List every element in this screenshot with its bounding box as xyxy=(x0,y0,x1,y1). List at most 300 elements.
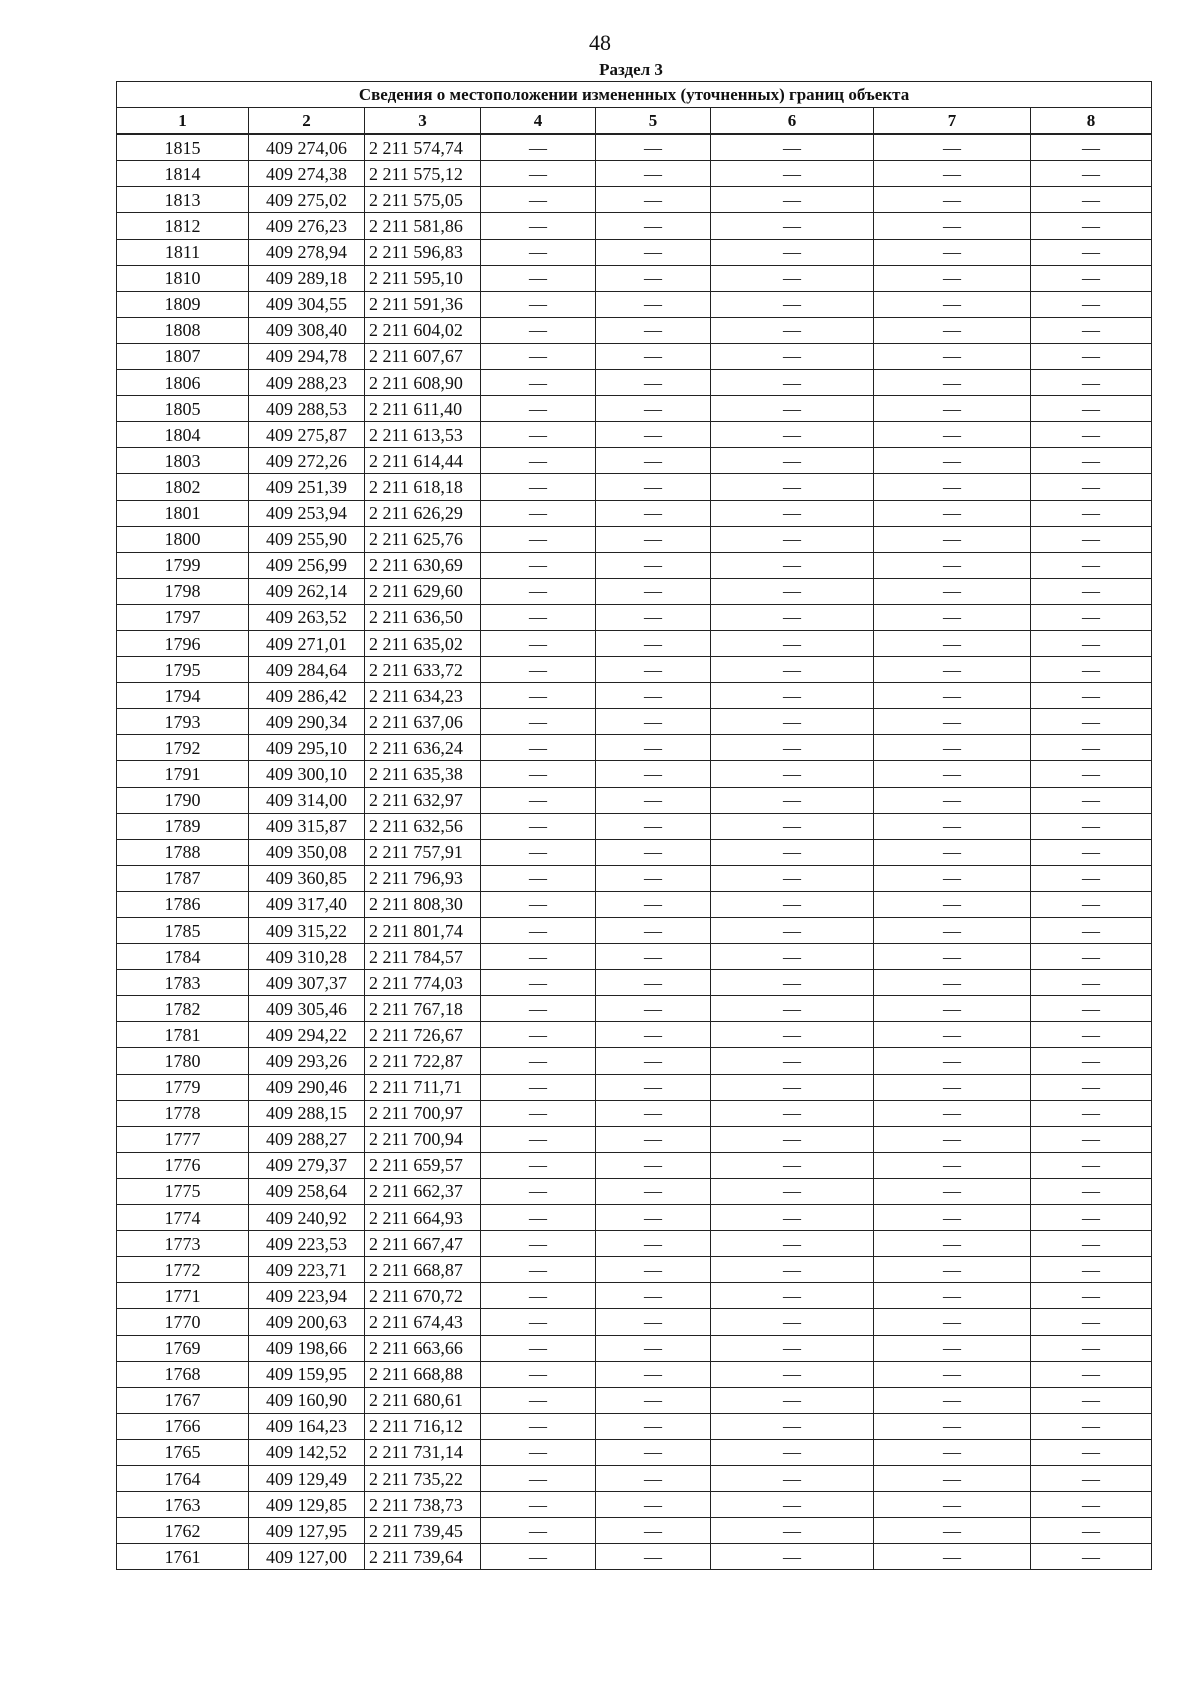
point-number: 1768 xyxy=(117,1361,249,1387)
empty-value-dash: — xyxy=(596,604,711,630)
empty-value-dash: — xyxy=(481,813,596,839)
empty-value-dash: — xyxy=(711,683,874,709)
empty-value-dash: — xyxy=(711,317,874,343)
empty-value-dash: — xyxy=(596,1152,711,1178)
empty-value-dash: — xyxy=(481,578,596,604)
empty-value-dash: — xyxy=(874,1283,1031,1309)
empty-value-dash: — xyxy=(1031,996,1152,1022)
empty-value-dash: — xyxy=(874,1309,1031,1335)
point-number: 1777 xyxy=(117,1126,249,1152)
empty-value-dash: — xyxy=(874,1048,1031,1074)
coordinate-x: 409 295,10 xyxy=(249,735,365,761)
empty-value-dash: — xyxy=(711,552,874,578)
table-row xyxy=(117,891,1152,917)
coordinate-x: 409 315,87 xyxy=(249,813,365,839)
empty-value-dash: — xyxy=(596,1257,711,1283)
empty-value-dash: — xyxy=(874,239,1031,265)
empty-value-dash: — xyxy=(874,187,1031,213)
empty-value-dash: — xyxy=(481,422,596,448)
empty-value-dash: — xyxy=(874,996,1031,1022)
coordinate-y: 2 211 680,61 xyxy=(365,1387,481,1413)
empty-value-dash: — xyxy=(711,1152,874,1178)
empty-value-dash: — xyxy=(874,1387,1031,1413)
empty-value-dash: — xyxy=(711,343,874,369)
empty-value-dash: — xyxy=(1031,1048,1152,1074)
empty-value-dash: — xyxy=(874,735,1031,761)
empty-value-dash: — xyxy=(596,1205,711,1231)
table-row xyxy=(117,1283,1152,1309)
empty-value-dash: — xyxy=(481,370,596,396)
point-number: 1790 xyxy=(117,787,249,813)
empty-value-dash: — xyxy=(1031,657,1152,683)
column-number: 1 xyxy=(117,108,249,135)
empty-value-dash: — xyxy=(481,918,596,944)
table-row xyxy=(117,448,1152,474)
table-row xyxy=(117,1178,1152,1204)
coordinate-y: 2 211 613,53 xyxy=(365,422,481,448)
column-number: 6 xyxy=(711,108,874,135)
empty-value-dash: — xyxy=(1031,1387,1152,1413)
empty-value-dash: — xyxy=(596,891,711,917)
page-number: 48 xyxy=(589,30,611,55)
empty-value-dash: — xyxy=(1031,1152,1152,1178)
point-number: 1772 xyxy=(117,1257,249,1283)
coordinate-y: 2 211 607,67 xyxy=(365,343,481,369)
empty-value-dash: — xyxy=(596,657,711,683)
point-number: 1787 xyxy=(117,865,249,891)
table-row xyxy=(117,839,1152,865)
column-number-row xyxy=(117,108,1152,135)
coordinate-y: 2 211 700,97 xyxy=(365,1100,481,1126)
empty-value-dash: — xyxy=(1031,1205,1152,1231)
empty-value-dash: — xyxy=(874,1518,1031,1544)
empty-value-dash: — xyxy=(481,1465,596,1491)
empty-value-dash: — xyxy=(596,1518,711,1544)
coordinate-x: 409 200,63 xyxy=(249,1309,365,1335)
coordinate-x: 409 288,27 xyxy=(249,1126,365,1152)
coordinate-y: 2 211 596,83 xyxy=(365,239,481,265)
empty-value-dash: — xyxy=(874,839,1031,865)
empty-value-dash: — xyxy=(874,1465,1031,1491)
empty-value-dash: — xyxy=(874,1361,1031,1387)
empty-value-dash: — xyxy=(874,474,1031,500)
empty-value-dash: — xyxy=(596,317,711,343)
coordinate-y: 2 211 634,23 xyxy=(365,683,481,709)
empty-value-dash: — xyxy=(481,839,596,865)
empty-value-dash: — xyxy=(1031,526,1152,552)
empty-value-dash: — xyxy=(711,370,874,396)
empty-value-dash: — xyxy=(1031,134,1152,161)
empty-value-dash: — xyxy=(481,604,596,630)
coordinate-y: 2 211 739,64 xyxy=(365,1544,481,1570)
empty-value-dash: — xyxy=(481,1387,596,1413)
point-number: 1810 xyxy=(117,265,249,291)
column-number: 2 xyxy=(249,108,365,135)
table-row xyxy=(117,422,1152,448)
empty-value-dash: — xyxy=(481,1231,596,1257)
empty-value-dash: — xyxy=(1031,291,1152,317)
empty-value-dash: — xyxy=(596,1544,711,1570)
empty-value-dash: — xyxy=(481,239,596,265)
empty-value-dash: — xyxy=(1031,265,1152,291)
point-number: 1792 xyxy=(117,735,249,761)
empty-value-dash: — xyxy=(596,1413,711,1439)
empty-value-dash: — xyxy=(874,1152,1031,1178)
coordinate-x: 409 223,53 xyxy=(249,1231,365,1257)
empty-value-dash: — xyxy=(596,1492,711,1518)
empty-value-dash: — xyxy=(596,996,711,1022)
empty-value-dash: — xyxy=(711,657,874,683)
coordinate-y: 2 211 659,57 xyxy=(365,1152,481,1178)
empty-value-dash: — xyxy=(711,500,874,526)
empty-value-dash: — xyxy=(596,1178,711,1204)
empty-value-dash: — xyxy=(1031,1257,1152,1283)
empty-value-dash: — xyxy=(481,970,596,996)
table-row xyxy=(117,317,1152,343)
empty-value-dash: — xyxy=(711,813,874,839)
coordinate-x: 409 278,94 xyxy=(249,239,365,265)
empty-value-dash: — xyxy=(874,500,1031,526)
coordinate-y: 2 211 674,43 xyxy=(365,1309,481,1335)
empty-value-dash: — xyxy=(874,944,1031,970)
empty-value-dash: — xyxy=(481,396,596,422)
point-number: 1785 xyxy=(117,918,249,944)
point-number: 1803 xyxy=(117,448,249,474)
empty-value-dash: — xyxy=(874,683,1031,709)
empty-value-dash: — xyxy=(711,735,874,761)
table-row xyxy=(117,787,1152,813)
coordinate-y: 2 211 574,74 xyxy=(365,134,481,161)
empty-value-dash: — xyxy=(874,865,1031,891)
empty-value-dash: — xyxy=(711,1492,874,1518)
coordinate-x: 409 272,26 xyxy=(249,448,365,474)
section-title: Раздел 3 xyxy=(599,60,663,79)
empty-value-dash: — xyxy=(1031,474,1152,500)
table-row xyxy=(117,474,1152,500)
point-number: 1784 xyxy=(117,944,249,970)
table-caption: Сведения о местоположении измененных (уточненных) границ объекта xyxy=(117,82,1152,108)
empty-value-dash: — xyxy=(481,161,596,187)
coordinate-x: 409 274,38 xyxy=(249,161,365,187)
empty-value-dash: — xyxy=(1031,787,1152,813)
coordinate-y: 2 211 668,88 xyxy=(365,1361,481,1387)
empty-value-dash: — xyxy=(874,709,1031,735)
table-row xyxy=(117,865,1152,891)
empty-value-dash: — xyxy=(1031,500,1152,526)
empty-value-dash: — xyxy=(1031,1465,1152,1491)
empty-value-dash: — xyxy=(711,1022,874,1048)
coordinate-y: 2 211 731,14 xyxy=(365,1439,481,1465)
coordinate-y: 2 211 611,40 xyxy=(365,396,481,422)
boundary-coordinates-table xyxy=(116,81,1152,1570)
empty-value-dash: — xyxy=(711,265,874,291)
point-number: 1762 xyxy=(117,1518,249,1544)
empty-value-dash: — xyxy=(1031,1074,1152,1100)
coordinate-y: 2 211 757,91 xyxy=(365,839,481,865)
empty-value-dash: — xyxy=(711,1439,874,1465)
coordinate-x: 409 251,39 xyxy=(249,474,365,500)
column-number: 3 xyxy=(365,108,481,135)
coordinate-y: 2 211 664,93 xyxy=(365,1205,481,1231)
empty-value-dash: — xyxy=(596,761,711,787)
table-row xyxy=(117,500,1152,526)
coordinate-x: 409 258,64 xyxy=(249,1178,365,1204)
table-row xyxy=(117,1126,1152,1152)
empty-value-dash: — xyxy=(874,1544,1031,1570)
coordinate-x: 409 240,92 xyxy=(249,1205,365,1231)
table-row xyxy=(117,578,1152,604)
point-number: 1791 xyxy=(117,761,249,787)
empty-value-dash: — xyxy=(481,1413,596,1439)
empty-value-dash: — xyxy=(1031,213,1152,239)
coordinate-x: 409 256,99 xyxy=(249,552,365,578)
table-row xyxy=(117,1231,1152,1257)
coordinate-x: 409 290,34 xyxy=(249,709,365,735)
empty-value-dash: — xyxy=(481,1152,596,1178)
empty-value-dash: — xyxy=(711,761,874,787)
empty-value-dash: — xyxy=(711,1361,874,1387)
empty-value-dash: — xyxy=(481,1022,596,1048)
table-row xyxy=(117,1074,1152,1100)
point-number: 1813 xyxy=(117,187,249,213)
point-number: 1797 xyxy=(117,604,249,630)
empty-value-dash: — xyxy=(874,1335,1031,1361)
empty-value-dash: — xyxy=(481,1100,596,1126)
empty-value-dash: — xyxy=(711,474,874,500)
empty-value-dash: — xyxy=(874,1100,1031,1126)
point-number: 1765 xyxy=(117,1439,249,1465)
table-row xyxy=(117,630,1152,656)
table-row xyxy=(117,1022,1152,1048)
empty-value-dash: — xyxy=(596,1074,711,1100)
column-number: 8 xyxy=(1031,108,1152,135)
empty-value-dash: — xyxy=(481,761,596,787)
table-row xyxy=(117,1439,1152,1465)
point-number: 1781 xyxy=(117,1022,249,1048)
empty-value-dash: — xyxy=(711,422,874,448)
coordinate-x: 409 271,01 xyxy=(249,630,365,656)
empty-value-dash: — xyxy=(481,291,596,317)
empty-value-dash: — xyxy=(596,213,711,239)
coordinate-y: 2 211 635,38 xyxy=(365,761,481,787)
coordinate-y: 2 211 626,29 xyxy=(365,500,481,526)
empty-value-dash: — xyxy=(1031,1126,1152,1152)
empty-value-dash: — xyxy=(1031,552,1152,578)
coordinate-x: 409 262,14 xyxy=(249,578,365,604)
empty-value-dash: — xyxy=(596,865,711,891)
point-number: 1811 xyxy=(117,239,249,265)
empty-value-dash: — xyxy=(711,839,874,865)
empty-value-dash: — xyxy=(596,161,711,187)
table-row xyxy=(117,161,1152,187)
empty-value-dash: — xyxy=(1031,1361,1152,1387)
empty-value-dash: — xyxy=(874,448,1031,474)
coordinate-x: 409 294,78 xyxy=(249,343,365,369)
table-row xyxy=(117,1205,1152,1231)
empty-value-dash: — xyxy=(1031,630,1152,656)
empty-value-dash: — xyxy=(1031,239,1152,265)
empty-value-dash: — xyxy=(481,134,596,161)
table-row xyxy=(117,709,1152,735)
table-row xyxy=(117,1492,1152,1518)
coordinate-x: 409 274,06 xyxy=(249,134,365,161)
empty-value-dash: — xyxy=(711,134,874,161)
empty-value-dash: — xyxy=(596,709,711,735)
table-row xyxy=(117,813,1152,839)
empty-value-dash: — xyxy=(1031,865,1152,891)
empty-value-dash: — xyxy=(596,291,711,317)
coordinate-x: 409 255,90 xyxy=(249,526,365,552)
empty-value-dash: — xyxy=(1031,317,1152,343)
table-row xyxy=(117,1309,1152,1335)
empty-value-dash: — xyxy=(711,448,874,474)
empty-value-dash: — xyxy=(711,1126,874,1152)
empty-value-dash: — xyxy=(596,396,711,422)
coordinate-x: 409 276,23 xyxy=(249,213,365,239)
empty-value-dash: — xyxy=(481,526,596,552)
table-row xyxy=(117,1465,1152,1491)
table-row xyxy=(117,761,1152,787)
empty-value-dash: — xyxy=(481,944,596,970)
point-number: 1773 xyxy=(117,1231,249,1257)
coordinate-x: 409 160,90 xyxy=(249,1387,365,1413)
empty-value-dash: — xyxy=(481,996,596,1022)
empty-value-dash: — xyxy=(874,787,1031,813)
empty-value-dash: — xyxy=(481,1257,596,1283)
empty-value-dash: — xyxy=(711,291,874,317)
empty-value-dash: — xyxy=(711,918,874,944)
empty-value-dash: — xyxy=(596,1231,711,1257)
empty-value-dash: — xyxy=(1031,761,1152,787)
point-number: 1800 xyxy=(117,526,249,552)
point-number: 1808 xyxy=(117,317,249,343)
empty-value-dash: — xyxy=(874,604,1031,630)
table-row xyxy=(117,526,1152,552)
point-number: 1763 xyxy=(117,1492,249,1518)
point-number: 1814 xyxy=(117,161,249,187)
empty-value-dash: — xyxy=(711,1465,874,1491)
empty-value-dash: — xyxy=(596,970,711,996)
empty-value-dash: — xyxy=(711,709,874,735)
coordinate-y: 2 211 808,30 xyxy=(365,891,481,917)
table-row xyxy=(117,343,1152,369)
empty-value-dash: — xyxy=(481,1283,596,1309)
table-row xyxy=(117,187,1152,213)
point-number: 1779 xyxy=(117,1074,249,1100)
empty-value-dash: — xyxy=(874,1126,1031,1152)
empty-value-dash: — xyxy=(596,1309,711,1335)
point-number: 1802 xyxy=(117,474,249,500)
empty-value-dash: — xyxy=(481,865,596,891)
coordinate-x: 409 164,23 xyxy=(249,1413,365,1439)
empty-value-dash: — xyxy=(596,1048,711,1074)
point-number: 1799 xyxy=(117,552,249,578)
empty-value-dash: — xyxy=(711,1283,874,1309)
coordinate-y: 2 211 591,36 xyxy=(365,291,481,317)
table-row xyxy=(117,396,1152,422)
empty-value-dash: — xyxy=(481,1178,596,1204)
coordinate-x: 409 142,52 xyxy=(249,1439,365,1465)
point-number: 1774 xyxy=(117,1205,249,1231)
coordinate-x: 409 290,46 xyxy=(249,1074,365,1100)
coordinate-x: 409 286,42 xyxy=(249,683,365,709)
coordinate-x: 409 223,94 xyxy=(249,1283,365,1309)
coordinate-x: 409 308,40 xyxy=(249,317,365,343)
point-number: 1798 xyxy=(117,578,249,604)
empty-value-dash: — xyxy=(596,474,711,500)
coordinate-x: 409 129,85 xyxy=(249,1492,365,1518)
coordinate-x: 409 310,28 xyxy=(249,944,365,970)
coordinate-x: 409 350,08 xyxy=(249,839,365,865)
point-number: 1782 xyxy=(117,996,249,1022)
coordinate-y: 2 211 575,12 xyxy=(365,161,481,187)
empty-value-dash: — xyxy=(596,422,711,448)
table-row xyxy=(117,604,1152,630)
empty-value-dash: — xyxy=(874,343,1031,369)
empty-value-dash: — xyxy=(596,630,711,656)
empty-value-dash: — xyxy=(481,1518,596,1544)
coordinate-y: 2 211 595,10 xyxy=(365,265,481,291)
point-number: 1769 xyxy=(117,1335,249,1361)
empty-value-dash: — xyxy=(874,630,1031,656)
coordinate-x: 409 275,02 xyxy=(249,187,365,213)
empty-value-dash: — xyxy=(596,944,711,970)
empty-value-dash: — xyxy=(481,1361,596,1387)
coordinate-y: 2 211 625,76 xyxy=(365,526,481,552)
empty-value-dash: — xyxy=(711,187,874,213)
empty-value-dash: — xyxy=(1031,1283,1152,1309)
empty-value-dash: — xyxy=(711,1048,874,1074)
column-number: 7 xyxy=(874,108,1031,135)
empty-value-dash: — xyxy=(596,134,711,161)
coordinate-x: 409 293,26 xyxy=(249,1048,365,1074)
empty-value-dash: — xyxy=(481,630,596,656)
table-body xyxy=(117,134,1152,1570)
empty-value-dash: — xyxy=(481,683,596,709)
empty-value-dash: — xyxy=(1031,1100,1152,1126)
coordinate-y: 2 211 637,06 xyxy=(365,709,481,735)
point-number: 1776 xyxy=(117,1152,249,1178)
coordinate-y: 2 211 796,93 xyxy=(365,865,481,891)
empty-value-dash: — xyxy=(711,1335,874,1361)
empty-value-dash: — xyxy=(1031,918,1152,944)
empty-value-dash: — xyxy=(874,1492,1031,1518)
coordinate-y: 2 211 633,72 xyxy=(365,657,481,683)
empty-value-dash: — xyxy=(481,1492,596,1518)
empty-value-dash: — xyxy=(1031,735,1152,761)
empty-value-dash: — xyxy=(874,396,1031,422)
empty-value-dash: — xyxy=(596,370,711,396)
point-number: 1801 xyxy=(117,500,249,526)
table-row xyxy=(117,1152,1152,1178)
coordinate-y: 2 211 735,22 xyxy=(365,1465,481,1491)
table-row xyxy=(117,970,1152,996)
empty-value-dash: — xyxy=(711,1309,874,1335)
empty-value-dash: — xyxy=(596,239,711,265)
empty-value-dash: — xyxy=(1031,578,1152,604)
coordinate-x: 409 275,87 xyxy=(249,422,365,448)
point-number: 1780 xyxy=(117,1048,249,1074)
table-row xyxy=(117,1100,1152,1126)
coordinate-y: 2 211 784,57 xyxy=(365,944,481,970)
coordinate-x: 409 300,10 xyxy=(249,761,365,787)
empty-value-dash: — xyxy=(711,787,874,813)
empty-value-dash: — xyxy=(481,1335,596,1361)
point-number: 1767 xyxy=(117,1387,249,1413)
empty-value-dash: — xyxy=(711,1205,874,1231)
coordinate-x: 409 305,46 xyxy=(249,996,365,1022)
empty-value-dash: — xyxy=(711,1074,874,1100)
